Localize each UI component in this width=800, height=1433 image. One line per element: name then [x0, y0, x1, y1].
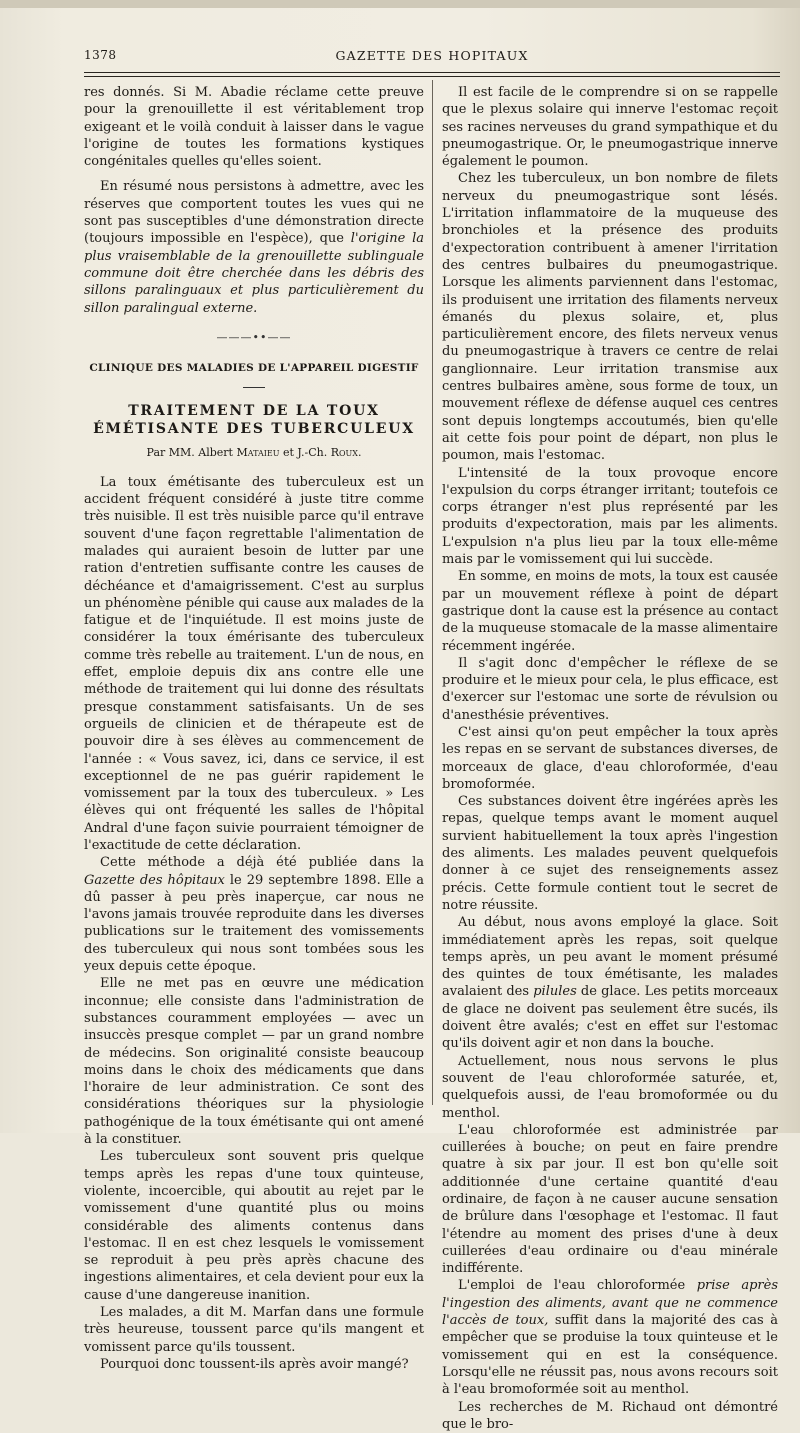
paragraph: Pourquoi donc toussent-ils après avoir mangé? — [100, 1356, 409, 1372]
paragraph: Cette méthode a déjà été publiée dans la Gazette des hôpitaux le 29 septembre 1898. Elle a dû passer à peu près inaperçue, car nous ne l'avons jamais trouvée reproduite dans les diverses publications sur le traitement des vomissements des tuberculeux qui nous sont tombées sous les yeux depuis cette époque. — [84, 855, 424, 975]
paragraph: Les tuberculeux sont souvent pris quelque temps après les repas d'une toux quinteuse, violente, incoercible, qui aboutit au rejet par le vomissement d'une quantité plus ou moins considérable des aliments contenus dans l'estomac. Il en est chez lesquels le vomissement se reproduit à peu près après chacune des ingestions alimentaires, et cela devient pour eux la cause d'une dangereuse inanition. — [84, 1149, 424, 1303]
paragraph: En résumé nous persistons à admettre, avec les réserves que comportent toutes les vues qui ne sont pas susceptibles d'une démonstration directe (toujours impossible en l'espèce), que l'origine la plus vraisemblable de la grenouillette sublinguale commune doit être cherchée dans les débris des sillons paralinguaux et plus particulièrement du sillon paralingual externe. — [84, 179, 424, 316]
header-rule-thick — [84, 72, 780, 73]
header-rule-thin — [84, 76, 780, 77]
page-header — [84, 48, 780, 68]
paragraph: Il s'agit donc d'empêcher le réflexe de se produire et le mieux pour cela, le plus efficace, est d'exercer sur l'estomac une sorte de révulsion ou d'anesthésie préventives. — [442, 655, 778, 723]
paragraph: Chez les tuberculeux, un bon nombre de filets nerveux du pneumogastrique sont lésés. L'irritation inflammatoire de la muqueuse des bronchioles et la présence des produits d'expectoration contribuent à amener l'irritation des centres bulbaires du pneumogastrique. Lorsque les aliments parviennent dans l'estomac, ils produisent une irritation des filaments nerveux émanés du plexus solaire, et, plus particulièrement encore, des filets nerveux venus du pneumogastrique à travers ce centre de relai ganglionnaire. Leur irritation transmise aux centres bulbaires amène, sous forme de toux, un mouvement réflexe de défense auquel ces centres sont depuis longtemps accoutumés, bien qu'elle ait cette fois pour point de départ, non plus le poumon, mais l'estomac. — [442, 171, 778, 464]
page-number: 1378 — [84, 48, 117, 62]
paragraph: Au début, nous avons employé la glace. Soit immédiatement après les repas, soit quelque temps après, un peu avant le moment présumé des quintes de toux émétisante, les malades avalaient des pilules de glace. Les petits morceaux de glace ne doivent pas seulement être sucés, ils doivent être avalés; c'est en effet sur l'estomac qu'ils doivent agir et non dans la bouche. — [442, 915, 778, 1052]
paragraph: La toux émétisante des tuberculeux est un accident fréquent considéré à juste titre comme très nuisible. Il est très nuisible parce qu'il entrave souvent d'une façon regrettable l'alimentation de malades qui auraient besoin de lutter par une ration d'entretien suffisante contre les causes de déchéance et d'amaigrissement. C'est au surplus un phénomène pénible qui cause aux malades de la fatigue et de l'inquiétude. Il est moins juste de considérer la toux émérisante des tuberculeux comme très rebelle au traitement. L'un de nous, en effet, emploie depuis dix ans contre elle une méthode de traitement qui lui donne des résultats presque constamment satisfaisants. Un de ses orgueils de clinicien et de thérapeute est de pouvoir dire à ses élèves au commencement de l'année : « Vous savez, ici, dans ce service, il est exceptionnel de ne pas guérir rapidement le vomissement par la toux des tuberculeux. » Les élèves qui ont fréquenté les salles de l'hôpital Andral d'une façon suivie pourraient témoigner de l'exactitude de cette déclaration. — [84, 474, 424, 853]
paragraph: Elle ne met pas en œuvre une médication inconnue; elle consiste dans l'administration de substances couramment employées — avec un insuccès presque complet — par un grand nombre de médecins. Son originalité consiste beaucoup moins dans le choix des médicaments que dans l'horaire de leur administration. Ce sont des considérations théoriques sur la physiologie pathogénique de la toux émétisante qui ont amené à la constituer. — [84, 976, 424, 1148]
article-title: TRAITEMENT DE LA TOUX ÉMÉTISANTE DES TUBERCULEUX — [93, 403, 415, 438]
right-column — [442, 84, 778, 1433]
short-rule — [243, 387, 265, 388]
paragraph: Les recherches de M. Richaud ont démontré que le bro- — [442, 1399, 778, 1432]
paragraph: res donnés. Si M. Abadie réclame cette preuve pour la grenouillette il est véritablement trop exigeant et le voilà conduit à laisser dans le vague l'origine de toutes les formations kystiques congénitales quelles qu'elles soient. — [84, 85, 424, 170]
paragraph: Les malades, a dit M. Marfan dans une formule très heureuse, toussent parce qu'ils mangent et vomissent parce qu'ils toussent. — [84, 1305, 424, 1355]
paragraph: En somme, en moins de mots, la toux est causée par un mouvement réflexe à point de départ gastrique dont la cause est la présence au contact de la muqueuse stomacale de la masse alimentaire récemment ingérée. — [442, 569, 778, 654]
running-title: GAZETTE DES HOPITAUX — [335, 48, 529, 63]
ornament-divider: ———••—— — [216, 330, 292, 344]
column-separator — [432, 80, 433, 1105]
article-authors: Par MM. Albert Mataieu et J.-Ch. Roux. — [146, 446, 362, 460]
paragraph: Actuellement, nous nous servons le plus souvent de l'eau chloroformée saturée, et, quelquefois aussi, de l'eau bromoformée ou du menthol. — [442, 1053, 778, 1121]
paragraph: Il est facile de le comprendre si on se rappelle que le plexus solaire qui innerve l'estomac reçoit ses racines nerveuses du grand sympathique et du pneumogastrique. Or, le pneumogastrique innerve également le poumon. — [442, 85, 778, 170]
section-heading: CLINIQUE DES MALADIES DE L'APPAREIL DIGESTIF — [89, 362, 419, 375]
scan-edge — [0, 0, 800, 8]
left-column — [84, 84, 424, 1373]
paragraph: L'intensité de la toux provoque encore l'expulsion du corps étranger irritant; toutefois ce corps étranger n'est plus représenté par les produits d'expectoration, mais par les aliments. L'expulsion n'a plus lieu par la toux elle-même mais par le vomissement qui lui succède. — [442, 465, 778, 568]
paragraph: C'est ainsi qu'on peut empêcher la toux après les repas en se servant de substances diverses, de morceaux de glace, d'eau chloroformée, d'eau bromoformée. — [442, 724, 778, 792]
paragraph: Ces substances doivent être ingérées après les repas, quelque temps avant le moment auquel survient habituellement la toux après l'ingestion des aliments. Les malades peuvent quelquefois donner à ce sujet des renseignements assez précis. Cette formule contient tout le secret de notre réussite. — [442, 794, 778, 913]
paragraph: L'eau chloroformée est administrée par cuillerées à bouche; on peut en faire prendre quatre à six par jour. Il est bon qu'elle soit additionnée d'une certaine quantité d'eau ordinaire, de façon à ne causer aucune sensation de brûlure dans l'œsophage et l'estomac. Il faut l'étendre au moment des prises d'une à deux cuillerées d'eau ordinaire ou d'eau minérale indifférente. — [442, 1122, 778, 1277]
paragraph: L'emploi de l'eau chloroformée prise après l'ingestion des aliments, avant que ne commence l'accès de toux, suffit dans la majorité des cas à empêcher que se produise la toux quinteuse et le vomissement qui en est la conséquence. Lorsqu'elle ne réussit pas, nous avons recours soit à l'eau bromoformée soit au menthol. — [442, 1278, 779, 1398]
